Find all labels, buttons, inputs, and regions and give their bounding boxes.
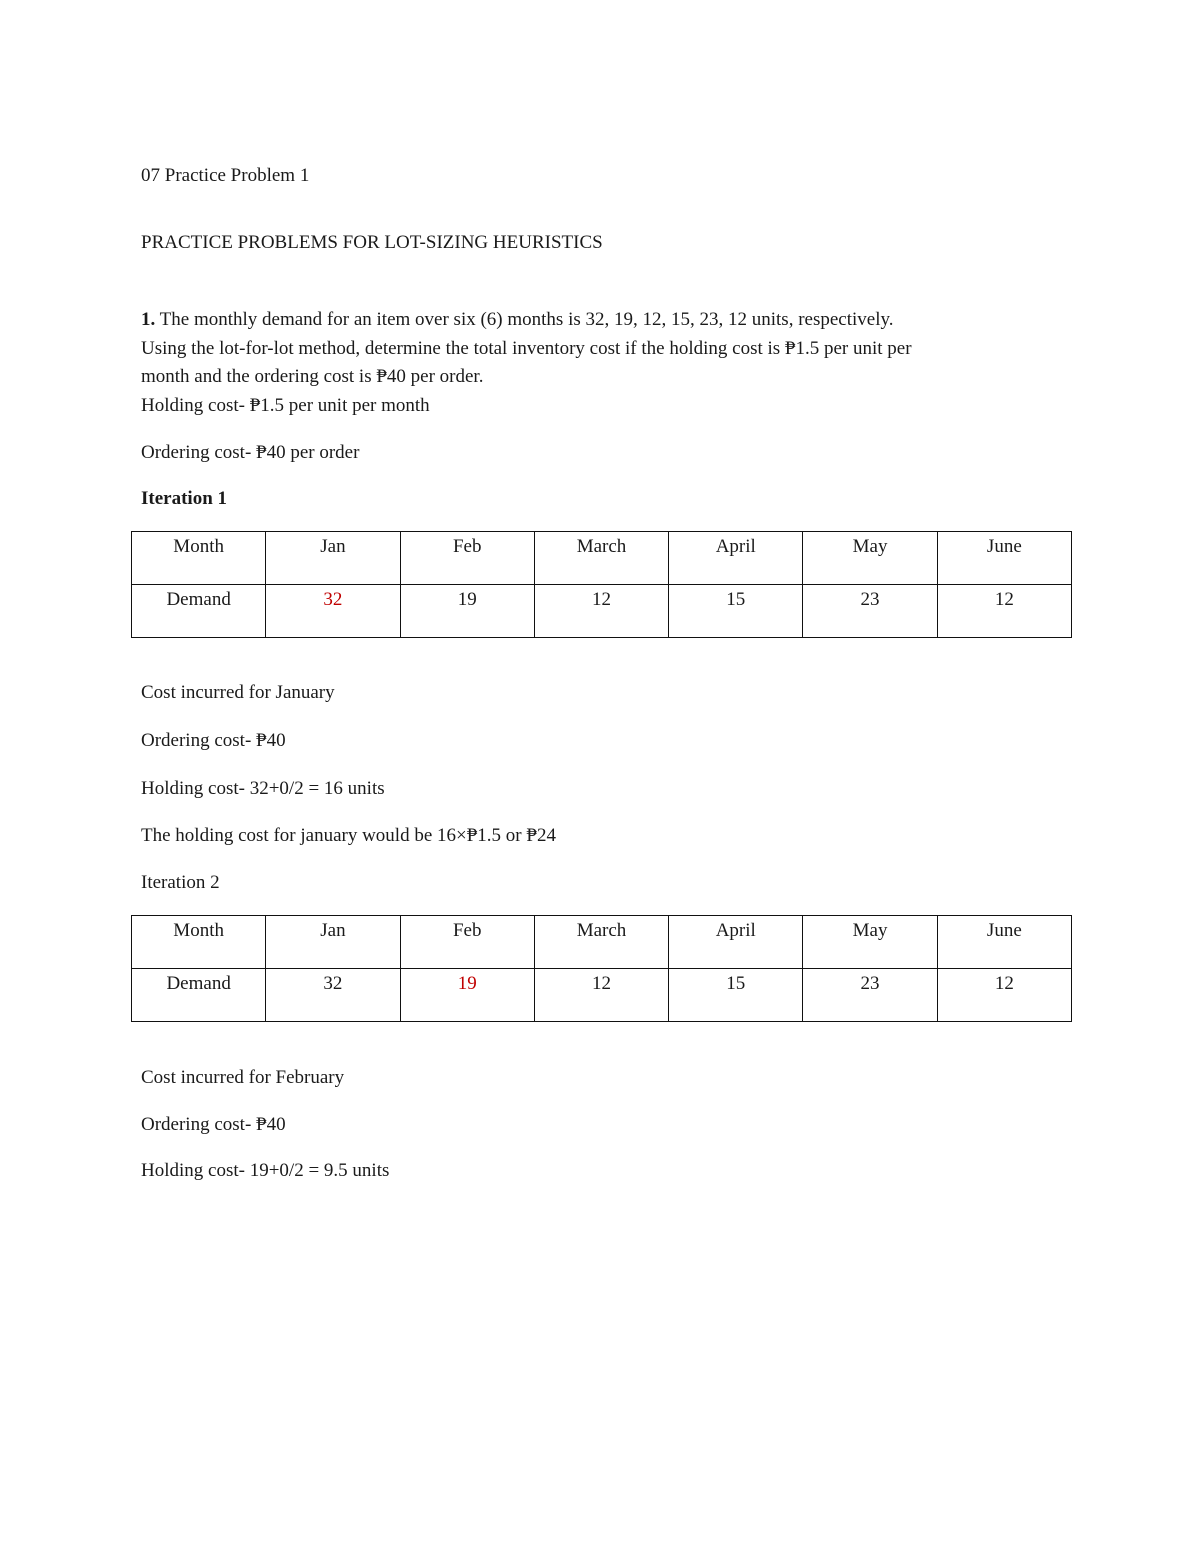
table-cell: Demand [132, 585, 266, 638]
table-cell: 23 [803, 585, 937, 638]
iteration-2-cost-title: Cost incurred for February [141, 1067, 345, 1088]
table-cell: June [937, 916, 1071, 969]
highlighted-demand-cell: 19 [400, 969, 534, 1022]
iteration-1-holding-cost: Holding cost- 32+0/2 = 16 units [141, 778, 385, 799]
given-ordering-cost: Ordering cost- ₱40 per order [141, 442, 360, 463]
iteration-2-ordering-cost: Ordering cost- ₱40 [141, 1114, 286, 1135]
table-cell: Jan [266, 532, 400, 585]
table-cell: Jan [266, 916, 400, 969]
iteration-1-title: Iteration 1 [141, 488, 228, 509]
given-holding-cost: Holding cost- ₱1.5 per unit per month [141, 394, 430, 416]
table-cell: April [669, 532, 803, 585]
table-header-row [132, 532, 1072, 585]
iteration-1-ordering-cost: Ordering cost- ₱40 [141, 730, 286, 751]
table-cell: 12 [937, 969, 1071, 1022]
table-cell: Demand [132, 969, 266, 1022]
document-title: 07 Practice Problem 1 [141, 165, 310, 186]
table-cell: 23 [803, 969, 937, 1022]
table-row [132, 969, 1072, 1022]
table-cell: April [669, 916, 803, 969]
table-cell: Feb [400, 916, 534, 969]
table-cell: May [803, 916, 937, 969]
iteration-1-cost-title: Cost incurred for January [141, 682, 335, 703]
iteration-1-demand-table [131, 531, 1072, 638]
iteration-2-demand-table [131, 915, 1072, 1022]
table-row [132, 585, 1072, 638]
table-cell: Feb [400, 532, 534, 585]
table-cell: 12 [534, 585, 668, 638]
table-cell: June [937, 532, 1071, 585]
table-cell: Month [132, 916, 266, 969]
table-cell: March [534, 916, 668, 969]
table-cell: 12 [937, 585, 1071, 638]
table-cell: Month [132, 532, 266, 585]
problem-line-3: month and the ordering cost is ₱40 per order. [141, 366, 484, 387]
table-cell: 15 [669, 969, 803, 1022]
table-cell: 19 [400, 585, 534, 638]
problem-line-1 [141, 306, 1041, 335]
problem-number: 1. [141, 309, 156, 330]
table-header-row [132, 916, 1072, 969]
highlighted-demand-cell: 32 [266, 585, 400, 638]
table-cell: March [534, 532, 668, 585]
problem-line-2: Using the lot-for-lot method, determine the total inventory cost if the holding cost is ₱1.5 per unit per [141, 337, 912, 359]
iteration-1-note: The holding cost for january would be 16×₱1.5 or ₱24 [141, 825, 556, 846]
table-cell: 12 [534, 969, 668, 1022]
problem-statement [141, 306, 1041, 420]
section-heading: PRACTICE PROBLEMS FOR LOT-SIZING HEURISTICS [141, 232, 603, 253]
iteration-2-title: Iteration 2 [141, 872, 220, 893]
table-cell: May [803, 532, 937, 585]
table-cell: 32 [266, 969, 400, 1022]
iteration-2-holding-cost: Holding cost- 19+0/2 = 9.5 units [141, 1160, 390, 1181]
table-cell: 15 [669, 585, 803, 638]
problem-line-1-text: The monthly demand for an item over six (6) months is 32, 19, 12, 15, 23, 12 units, respectively. [155, 309, 894, 330]
